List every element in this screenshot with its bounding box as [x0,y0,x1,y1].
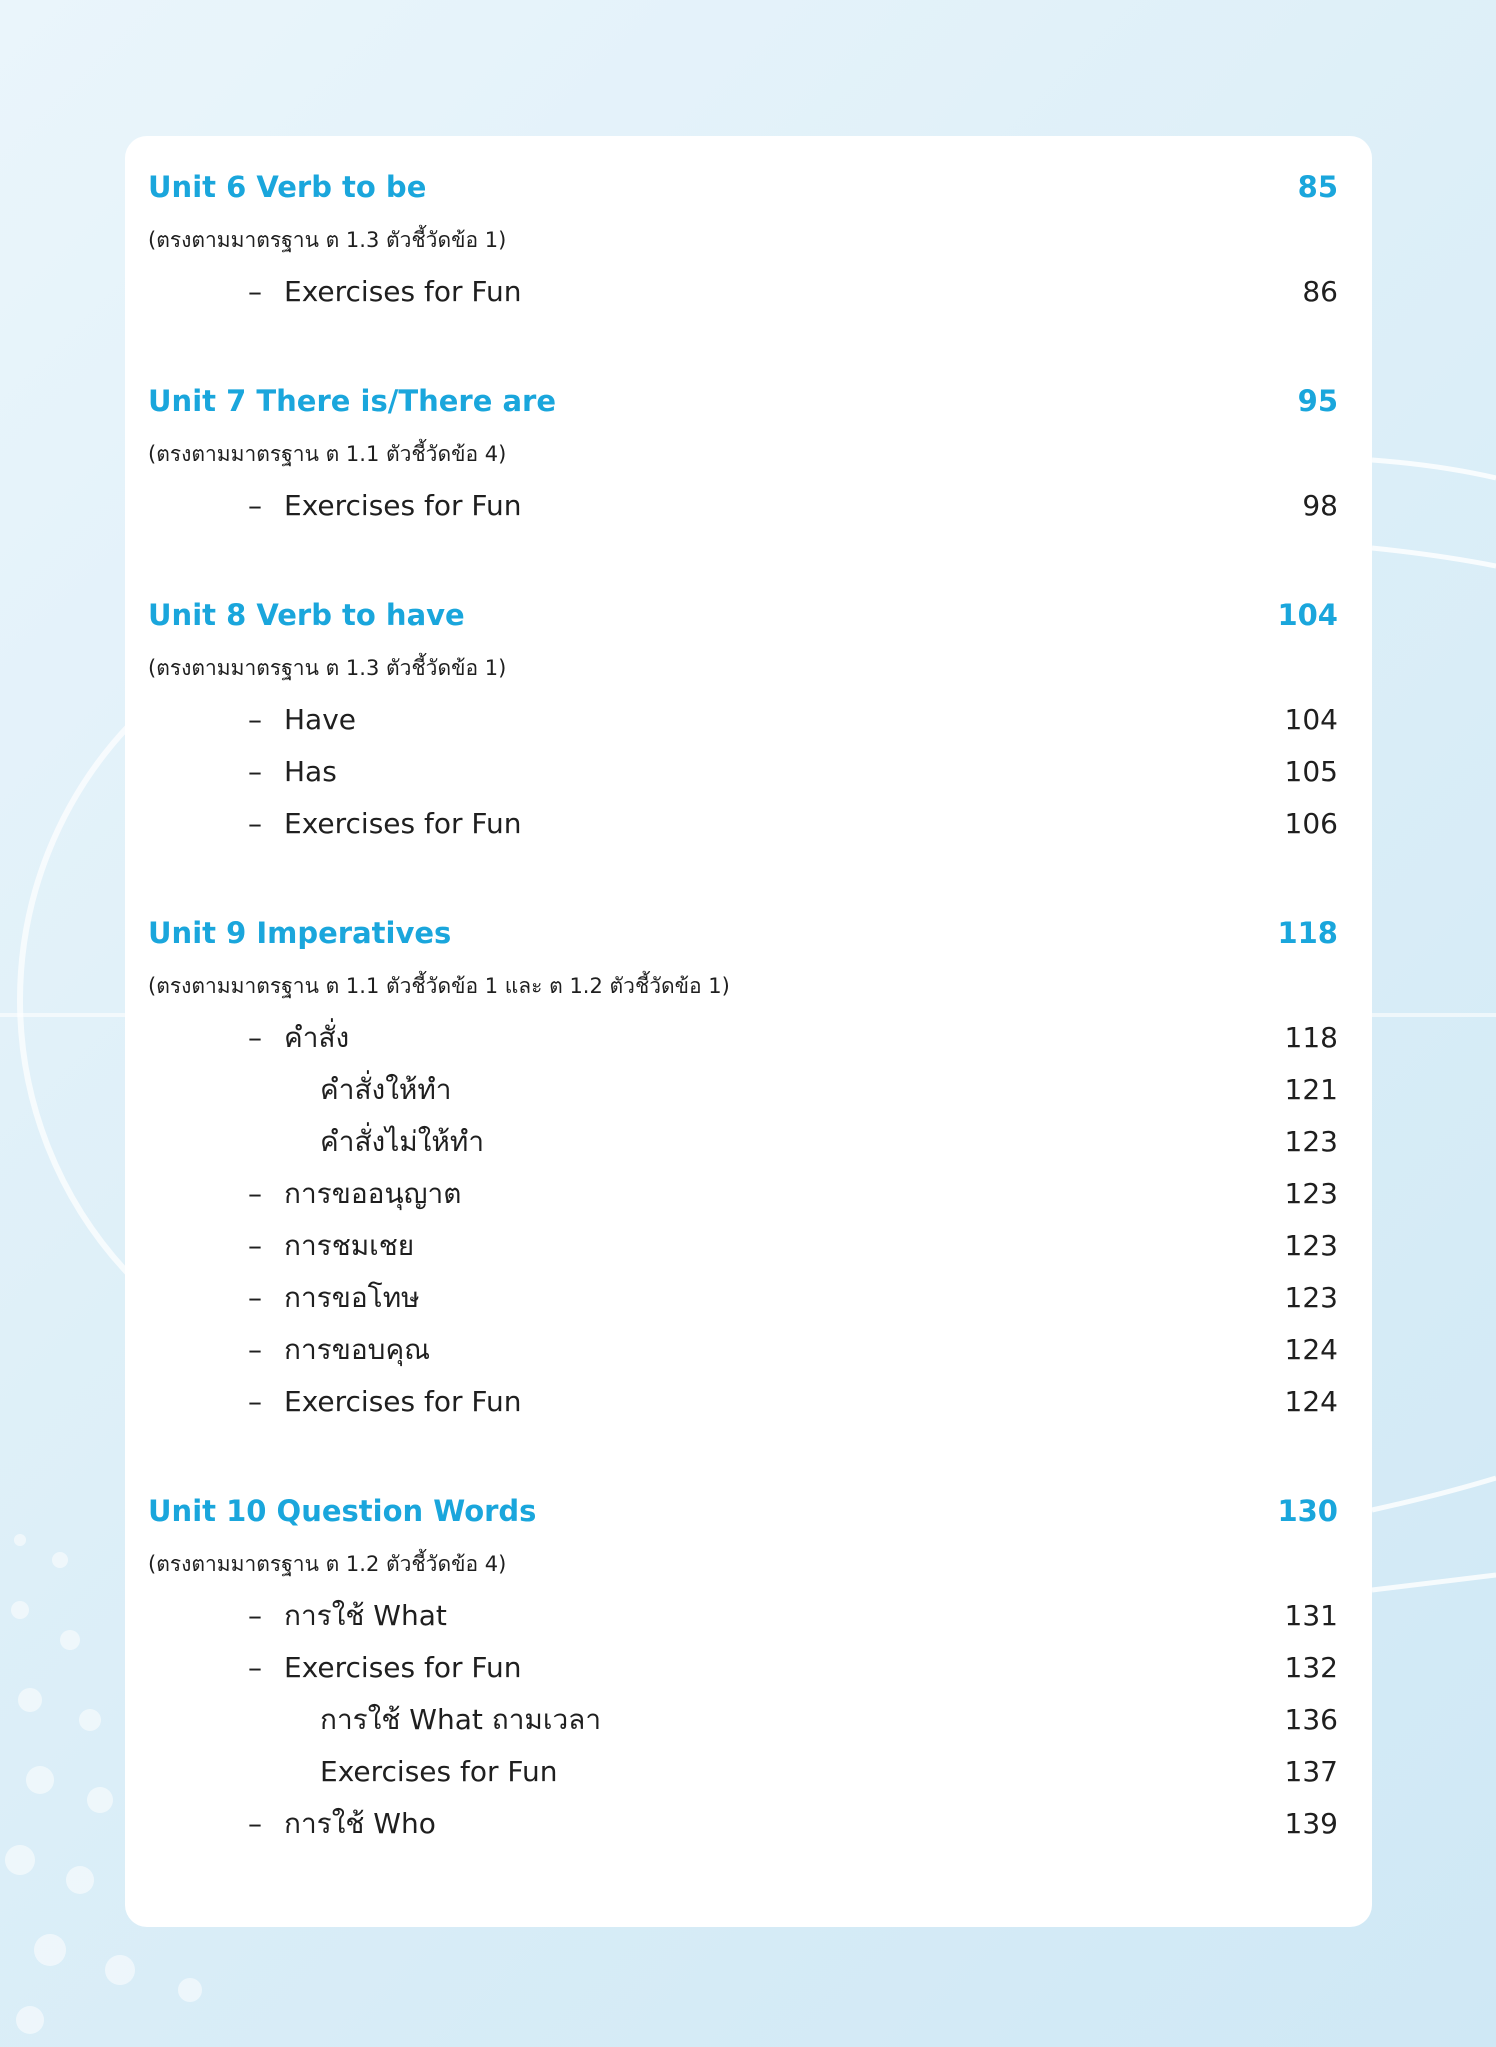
toc-entry-page-number: 104 [1284,703,1338,736]
toc-unit [148,1484,1338,1850]
toc-entry[interactable] [148,1324,1338,1376]
toc-entry[interactable] [148,1272,1338,1324]
toc-entry[interactable] [148,1590,1338,1642]
toc-entry[interactable] [148,266,1338,318]
unit-page-number: 95 [1297,384,1338,418]
toc-entry-label: คำสั่งให้ทำ [320,1073,452,1106]
toc-entry-page-number: 118 [1284,1021,1338,1054]
dash-bullet: – [248,1807,262,1840]
toc-unit [148,588,1338,850]
toc-entry-page-number: 132 [1284,1651,1338,1684]
unit-heading-row[interactable] [148,374,1338,428]
toc-entry-label: Exercises for Fun [320,1755,558,1788]
dash-bullet: – [248,755,262,788]
toc-entry-label: การขอโทษ [284,1281,420,1314]
toc-entry-title [248,1642,521,1694]
toc-entry-page-number: 136 [1284,1703,1338,1736]
unit-standard-note: (ตรงตามมาตรฐาน ต 1.2 ตัวชี้วัดข้อ 4) [148,1552,507,1576]
toc-entry-page-number: 123 [1284,1229,1338,1262]
unit-title: Unit 7 There is/There are [148,384,557,418]
unit-standard-note: (ตรงตามมาตรฐาน ต 1.3 ตัวชี้วัดข้อ 1) [148,656,507,680]
toc-entry-label: คำสั่งไม่ให้ทำ [320,1125,485,1158]
toc-entry-page-number: 123 [1284,1177,1338,1210]
unit-page-number: 104 [1277,598,1338,632]
dash-bullet: – [248,1021,262,1054]
toc-entry[interactable] [148,798,1338,850]
dash-bullet: – [248,807,262,840]
unit-standard-note: (ตรงตามมาตรฐาน ต 1.1 ตัวชี้วัดข้อ 1 และ ต 1.2 ตัวชี้วัดข้อ 1) [148,974,730,998]
table-of-contents [148,160,1338,1906]
toc-entry[interactable] [148,1012,1338,1064]
unit-title: Unit 9 Imperatives [148,916,452,950]
unit-heading-row[interactable] [148,906,1338,960]
toc-entry[interactable] [148,1376,1338,1428]
toc-entry-label: การชมเชย [284,1229,415,1262]
toc-entry[interactable] [148,1168,1338,1220]
toc-unit [148,160,1338,318]
toc-entry-title [248,1376,521,1428]
toc-entry-page-number: 124 [1284,1333,1338,1366]
toc-entry-page-number: 124 [1284,1385,1338,1418]
toc-entry-title [248,1012,349,1064]
toc-entry-page-number: 121 [1284,1073,1338,1106]
toc-entry[interactable] [148,746,1338,798]
unit-title: Unit 8 Verb to have [148,598,465,632]
unit-title: Unit 6 Verb to be [148,170,427,204]
dash-bullet: – [248,275,262,308]
toc-entry-page-number: 137 [1284,1755,1338,1788]
toc-entry-label: การใช้ What [284,1599,447,1632]
toc-entry-title [248,1590,447,1642]
toc-entry-label: การใช้ What ถามเวลา [320,1703,602,1736]
toc-entry[interactable] [148,694,1338,746]
toc-entry-label: การขออนุญาต [284,1177,462,1210]
unit-heading-row[interactable] [148,160,1338,214]
toc-entry[interactable] [148,480,1338,532]
unit-page-number: 118 [1277,916,1338,950]
dash-bullet: – [248,1333,262,1366]
toc-entry-label: Have [284,703,357,736]
toc-entry-label: Exercises for Fun [284,489,522,522]
toc-entry[interactable] [148,1694,1338,1746]
unit-standard-note: (ตรงตามมาตรฐาน ต 1.3 ตัวชี้วัดข้อ 1) [148,228,507,252]
toc-unit [148,374,1338,532]
toc-entry-title [248,1272,420,1324]
toc-entry-page-number: 105 [1284,755,1338,788]
toc-entry-title [248,1798,436,1850]
toc-entry-label: Has [284,755,337,788]
toc-entry-label: Exercises for Fun [284,1385,522,1418]
toc-entry-label: การใช้ Who [284,1807,436,1840]
dash-bullet: – [248,1385,262,1418]
toc-entry-page-number: 123 [1284,1281,1338,1314]
dash-bullet: – [248,703,262,736]
toc-entry-title [248,1168,461,1220]
dash-bullet: – [248,1177,262,1210]
toc-entry[interactable] [148,1064,1338,1116]
dash-bullet: – [248,1281,262,1314]
dash-bullet: – [248,1599,262,1632]
toc-entry-title [320,1746,557,1798]
toc-entry-title [248,480,521,532]
toc-entry-page-number: 98 [1302,489,1338,522]
toc-entry-title [320,1064,452,1116]
toc-entry-page-number: 123 [1284,1125,1338,1158]
toc-entry-title [248,746,337,798]
dash-bullet: – [248,1651,262,1684]
toc-entry-title [248,798,521,850]
unit-title: Unit 10 Question Words [148,1494,537,1528]
toc-entry-page-number: 86 [1302,275,1338,308]
toc-entry[interactable] [148,1116,1338,1168]
toc-unit [148,906,1338,1428]
toc-entry-title [248,266,521,318]
toc-entry-title [320,1694,601,1746]
toc-entry-label: Exercises for Fun [284,275,522,308]
toc-entry-label: คำสั่ง [284,1021,350,1054]
toc-entry-page-number: 131 [1284,1599,1338,1632]
toc-entry-label: Exercises for Fun [284,1651,522,1684]
dash-bullet: – [248,489,262,522]
toc-entry-title [320,1116,484,1168]
toc-entry-label: Exercises for Fun [284,807,522,840]
unit-page-number: 85 [1297,170,1338,204]
unit-heading-row[interactable] [148,588,1338,642]
dash-bullet: – [248,1229,262,1262]
toc-entry[interactable] [148,1798,1338,1850]
toc-entry-label: การขอบคุณ [284,1333,431,1366]
toc-entry[interactable] [148,1746,1338,1798]
unit-heading-row[interactable] [148,1484,1338,1538]
unit-page-number: 130 [1277,1494,1338,1528]
toc-entry[interactable] [148,1220,1338,1272]
toc-entry-title [248,1324,430,1376]
toc-entry[interactable] [148,1642,1338,1694]
toc-entry-title [248,1220,414,1272]
unit-standard-note: (ตรงตามมาตรฐาน ต 1.1 ตัวชี้วัดข้อ 4) [148,442,507,466]
toc-entry-page-number: 139 [1284,1807,1338,1840]
toc-entry-page-number: 106 [1284,807,1338,840]
toc-entry-title [248,694,356,746]
